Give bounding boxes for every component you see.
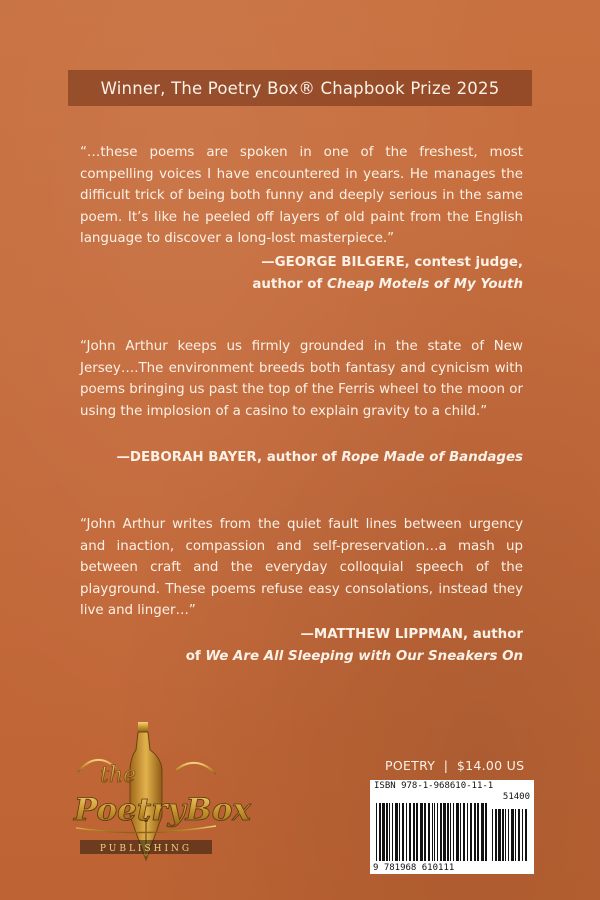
- attribution-line: —DEBORAH BAYER, author of Rope Made of Bandages: [116, 450, 523, 465]
- barcode-bar: [502, 809, 504, 861]
- award-banner: [68, 70, 532, 106]
- barcode-bar: [450, 803, 451, 861]
- barcode-bar: [428, 803, 430, 861]
- barcode-bar: [406, 803, 407, 861]
- isbn-text: ISBN 978-1-968610-11-1: [374, 781, 494, 791]
- barcode-bar: [453, 803, 454, 861]
- book-title: Cheap Motels of My Youth: [327, 276, 523, 292]
- barcode-bar: [492, 809, 493, 861]
- barcode-bar: [447, 803, 449, 861]
- logo-word-the: the: [100, 763, 137, 788]
- barcode-bar: [440, 803, 442, 861]
- barcode-bar: [392, 803, 393, 861]
- blurb-attribution-2: [117, 447, 523, 469]
- barcode-bar: [434, 803, 435, 861]
- barcode-bar: [525, 809, 527, 861]
- barcode-bar: [495, 809, 497, 861]
- price-addon-code: 51400: [502, 792, 530, 802]
- barcode-bar: [481, 803, 484, 861]
- barcode-bars: [376, 803, 528, 861]
- barcode-bar: [477, 803, 479, 861]
- barcode-bar: [386, 803, 388, 861]
- barcode-bar: [505, 809, 506, 861]
- attribution-line: —GEORGE BILGERE, contest judge,: [261, 255, 523, 270]
- barcode-bar: [413, 803, 415, 861]
- bottle-icon: [130, 722, 162, 860]
- barcode-bar: [460, 803, 461, 861]
- barcode-bar: [470, 803, 472, 861]
- barcode-bar: [467, 803, 468, 861]
- barcode-bar: [382, 803, 385, 861]
- blurb-quote-3: “John Arthur writes from the quiet fault lines between urgency and inaction, compassion and self-preservation…a mash up between craft and the everyday colloquial speech of the playground. These poems refuse easy consolations, instead they live and linger…”: [80, 517, 523, 618]
- poetry-box-publishing-logo: [66, 720, 251, 870]
- barcode-bar: [409, 803, 411, 861]
- ean-digits: 9 781968 610111: [373, 863, 455, 873]
- logo-word-publishing: PUBLISHING: [99, 844, 193, 854]
- barcode-bar: [511, 809, 514, 861]
- barcode-bar: [389, 803, 390, 861]
- barcode-bar: [515, 809, 516, 861]
- award-text: Winner, The Poetry Box® Chapbook Prize 2025: [100, 78, 500, 98]
- blurb-attribution-1: [252, 252, 523, 295]
- barcode-bar: [485, 803, 487, 861]
- barcode-bar: [522, 809, 523, 861]
- barcode-bar: [508, 809, 509, 861]
- attribution-line: —MATTHEW LIPPMAN, author: [300, 627, 523, 642]
- logo-word-poetrybox: PoetryBox: [74, 792, 251, 828]
- barcode-bar: [456, 803, 459, 861]
- barcode-bar: [432, 803, 433, 861]
- barcode-bar: [379, 803, 381, 861]
- barcode-bar: [402, 803, 404, 861]
- blurb-quote-2: “John Arthur keeps us firmly grounded in the state of New Jersey….The environment breeds both fantasy and cynicism with poems bringing us past the top of the Ferris wheel to the moon or using the implosion of a casino to explain gravity to a child.”: [80, 339, 523, 419]
- barcode-bar: [395, 803, 398, 861]
- barcode-bar: [420, 803, 423, 861]
- barcode-bar: [399, 803, 400, 861]
- attribution-line: of We Are All Sleeping with Our Sneakers On: [185, 648, 523, 664]
- book-title: We Are All Sleeping with Our Sneakers On: [205, 648, 523, 664]
- isbn-barcode: [370, 780, 534, 874]
- barcode-bar: [463, 803, 465, 861]
- category-price: POETRY | $14.00 US: [385, 758, 525, 773]
- barcode-bar: [437, 803, 438, 861]
- blurb-quote-1: “…these poems are spoken in one of the freshest, most compelling voices I have encountered in years. He manages the difficult trick of being both funny and deeply serious in the same poem. It’s like he peeled off layers of old paint from the English language to discover a long-lost masterpiece.”: [80, 145, 523, 246]
- barcode-bar: [498, 809, 501, 861]
- barcode-bar: [376, 803, 377, 861]
- barcode-bar: [416, 803, 418, 861]
- barcode-bar: [518, 809, 520, 861]
- blurb-attribution-3: [186, 624, 523, 667]
- barcode-bar: [424, 803, 426, 861]
- barcode-bar: [474, 803, 476, 861]
- book-title: Rope Made of Bandages: [341, 450, 523, 465]
- attribution-line: author of Cheap Motels of My Youth: [252, 276, 523, 292]
- barcode-bar: [443, 803, 446, 861]
